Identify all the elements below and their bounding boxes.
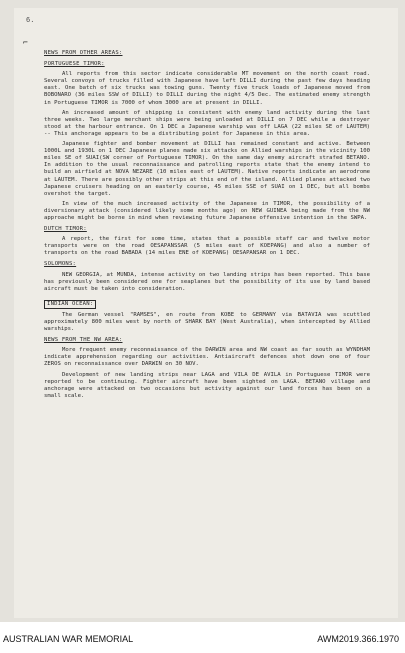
section — [44, 296, 370, 333]
section-heading: SOLOMONS: — [44, 261, 77, 268]
section — [44, 50, 370, 57]
paragraph: More frequent enemy reconnaissance of the DARWIN area and NW coast as far south as WYNDHAM indicate apprehension regarding our activities. Antiaircraft defences shot down one of four ZEROS on reconnaissance over DARWIN on 30 NOV. — [44, 347, 370, 368]
document-body — [44, 46, 370, 403]
page-number: 6. — [26, 16, 35, 24]
paragraph: In view of the much increased activity of the Japanese in TIMOR, the possibility of a diversionary attack (considered likely some months ago) on NEW GUINEA being made from the NW approache might be borne in mind when reviewing future Japanese offensive intention in the SWPA. — [44, 200, 370, 221]
section-heading: NEWS FROM THE NW AREA: — [44, 337, 123, 344]
section — [44, 337, 370, 400]
footer-source: AUSTRALIAN WAR MEMORIAL — [3, 634, 134, 644]
section — [44, 261, 370, 292]
margin-mark: ⌐ — [23, 38, 28, 47]
paragraph: All reports from this sector indicate considerable MT movement on the north coast road. Several convoys of trucks filled with Japanese have left DILLI during the past few days heading east. One batch of six trucks was towing guns. Twenty five truck loads of Japanese moved from BOBONARO (36 miles SSW of DILLI) to DILLI during the night 4/5 Dec. The estimated enemy strength in Portuguese TIMOR is 7000 of whom 3000 are at present in DILLI. — [44, 71, 370, 106]
section-heading: PORTUGUESE TIMOR: — [44, 61, 105, 68]
section-heading: INDIAN OCEAN: — [44, 300, 96, 309]
paragraph: Japanese fighter and bomber movement at DILLI has remained constant and active. Between 1000L and 1930L on 1 DEC Japanese planes made six attacks on Allied warships in the vicinity 100 miles SE of SUAI(SW corner of Portuguese TIMOR). On the same day enemy aircraft strafed BETANO. In addition to the usual reconnaissance and patrolling reports state that the enemy intend to build an airfield at NOVA NEZARE (10 miles east of LAUTEM). Native reports indicate an aerodrome at LAUTEM. There are possibly other strips at this end of the island. Allied planes attacked two Japanese cruisers heading on an easterly course, 45 miles SSE of SUAI on 1 DEC, but all bombs overshot the target. — [44, 141, 370, 197]
paragraph: A report, the first for some time, states that a possible staff car and twelve motor transports were on the road OESAPANSSAR (5 miles east of KOEPANG) and also a number of transports on the road BABADA (14 miles ENE of KOEPANG) OESAPANSAR on 1 DEC. — [44, 236, 370, 257]
paragraph: The German vessel "RAMSES", en route from KOBE to GERMANY via BATAVIA was scuttled approximately 800 miles west by north of SHARK BAY (West Australia), when intercepted by Allied warships. — [44, 311, 370, 333]
paragraph: Development of new landing strips near LAGA and VILA DE AVILA in Portuguese TIMOR were reported to be continuing. Fighter aircraft have been sighted on LAGA. BETANO village and anchorage were attacked on two occasions but activity against our land forces has been on a small scale. — [44, 371, 370, 399]
section-heading: NEWS FROM OTHER AREAS: — [44, 50, 123, 56]
footer-accession: AWM2019.366.1970 — [317, 634, 399, 644]
footer-bar — [0, 622, 405, 653]
section — [44, 61, 370, 222]
section — [44, 226, 370, 257]
paragraph: NEW GEORGIA, at MUNDA, intense activity on two landing strips has been reported. This base has previously been considered one for seaplanes but the possibility of its use by land based aircraft must be taken into consideration. — [44, 271, 370, 292]
section-heading: DUTCH TIMOR: — [44, 226, 87, 233]
paragraph: An increased amount of shipping is consistent with enemy land activity during the last three weeks. Two large merchant ships were being unloaded at DILLI on 7 DEC while a destroyer stood at the harbour entrance. On 1 DEC a Japanese warship was off LAGA (22 miles SE of LAUTEM) -- This anchorage appears to be a distributing point for Japanese in this area. — [44, 109, 370, 137]
